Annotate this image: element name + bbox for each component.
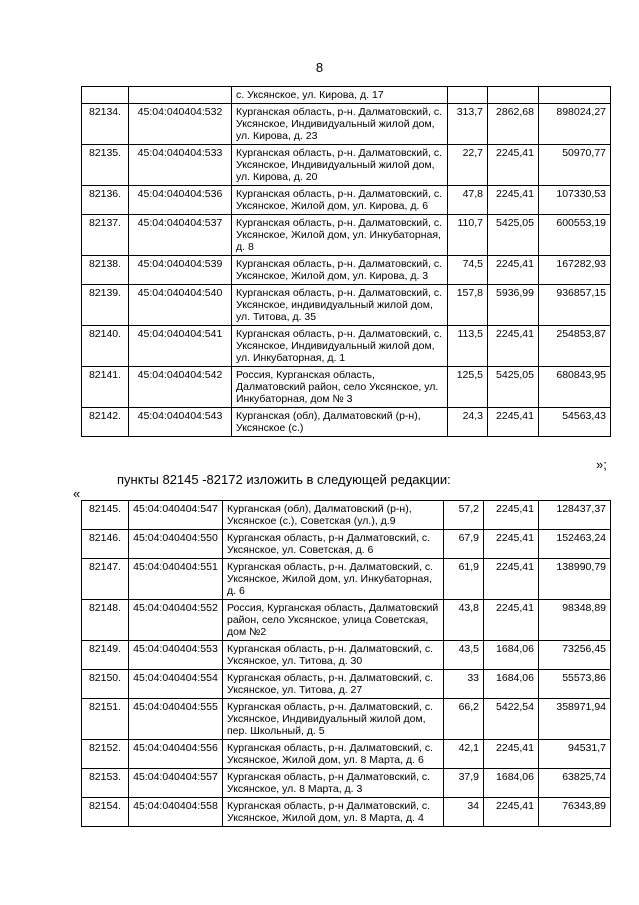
address-cell: Курганская (обл), Далматовский (р-н), Уксянское (с.), Советская (ул.), д.9: [223, 501, 444, 530]
cadastral-number-cell: 45:04:040404:547: [129, 501, 223, 530]
row-number-cell: 82145.: [82, 501, 129, 530]
cadastral-number-cell: 45:04:040404:537: [129, 215, 232, 256]
row-number-cell: 82141.: [82, 367, 129, 408]
rate-cell: 2862,68: [488, 104, 539, 145]
row-number-cell: 82135.: [82, 145, 129, 186]
table-row: [82, 87, 611, 104]
cadastral-value-cell: 167282,93: [539, 256, 611, 285]
cadastral-value-cell: 55573,86: [539, 670, 611, 699]
address-cell: Курганская область, р-н. Далматовский, с. Уксянское, Жилой дом, ул. Инкубаторная, д. 6: [223, 559, 444, 600]
address-cell: Курганская область, р-н. Далматовский, с. Уксянское, Индивидуальный жилой дом, пер. Школьный, д. 5: [223, 699, 444, 740]
rate-cell: 2245,41: [484, 600, 539, 641]
row-number-cell: [82, 87, 129, 104]
row-number-cell: 82153.: [82, 769, 129, 798]
row-number-cell: 82154.: [82, 798, 129, 827]
area-cell: 67,9: [444, 530, 484, 559]
address-cell: Россия, Курганская область, Далматовский район, село Уксянское, ул. Инкубаторная, дом № 3: [232, 367, 448, 408]
area-cell: 110,7: [448, 215, 488, 256]
address-cell: Курганская область, р-н. Далматовский, с. Уксянское, ул. Титова, д. 30: [223, 641, 444, 670]
area-cell: 42,1: [444, 740, 484, 769]
cadastral-number-cell: 45:04:040404:558: [129, 798, 223, 827]
rate-cell: 2245,41: [488, 145, 539, 186]
row-number-cell: 82149.: [82, 641, 129, 670]
address-cell: Курганская область, р-н Далматовский, с. Уксянское, ул. Советская, д. 6: [223, 530, 444, 559]
area-cell: [448, 87, 488, 104]
rate-cell: 2245,41: [488, 186, 539, 215]
address-cell: Курганская область, р-н Далматовский, с. Уксянское, ул. 8 Марта, д. 3: [223, 769, 444, 798]
address-cell: Курганская область, р-н. Далматовский, с. Уксянское, Индивидуальный жилой дом, ул. Инкубаторная, д. 1: [232, 326, 448, 367]
table-2-body: [82, 501, 611, 827]
area-cell: 43,8: [444, 600, 484, 641]
area-cell: 157,8: [448, 285, 488, 326]
address-cell: Курганская область, р-н. Далматовский, с. Уксянское, Индивидуальный жилой дом, ул. Кирова, д. 23: [232, 104, 448, 145]
table-row: [82, 186, 611, 215]
area-cell: 125,5: [448, 367, 488, 408]
row-number-cell: 82140.: [82, 326, 129, 367]
cadastral-value-cell: 73256,45: [539, 641, 611, 670]
table-row: [82, 285, 611, 326]
table-row: [82, 798, 611, 827]
area-cell: 113,5: [448, 326, 488, 367]
rate-cell: 2245,41: [488, 326, 539, 367]
cadastral-value-cell: 600553,19: [539, 215, 611, 256]
cadastral-value-cell: [539, 87, 611, 104]
page-number: 8: [315, 60, 324, 75]
row-number-cell: 82138.: [82, 256, 129, 285]
area-cell: 313,7: [448, 104, 488, 145]
property-table-1: [81, 86, 611, 437]
cadastral-value-cell: 358971,94: [539, 699, 611, 740]
rate-cell: 5425,05: [488, 215, 539, 256]
row-number-cell: 82134.: [82, 104, 129, 145]
cadastral-value-cell: 680843,95: [539, 367, 611, 408]
cadastral-number-cell: 45:04:040404:536: [129, 186, 232, 215]
table-row: [82, 740, 611, 769]
area-cell: 74,5: [448, 256, 488, 285]
cadastral-value-cell: 138990,79: [539, 559, 611, 600]
area-cell: 22,7: [448, 145, 488, 186]
cadastral-value-cell: 898024,27: [539, 104, 611, 145]
cadastral-number-cell: 45:04:040404:533: [129, 145, 232, 186]
cadastral-number-cell: 45:04:040404:555: [129, 699, 223, 740]
area-cell: 34: [444, 798, 484, 827]
rate-cell: 2245,41: [488, 256, 539, 285]
cadastral-value-cell: 98348,89: [539, 600, 611, 641]
cadastral-number-cell: 45:04:040404:542: [129, 367, 232, 408]
rate-cell: [488, 87, 539, 104]
cadastral-number-cell: 45:04:040404:551: [129, 559, 223, 600]
rate-cell: 2245,41: [484, 501, 539, 530]
opening-quote: «: [73, 486, 81, 501]
row-number-cell: 82146.: [82, 530, 129, 559]
row-number-cell: 82150.: [82, 670, 129, 699]
area-cell: 57,2: [444, 501, 484, 530]
rate-cell: 2245,41: [484, 530, 539, 559]
rate-cell: 1684,06: [484, 769, 539, 798]
cadastral-value-cell: 94531,7: [539, 740, 611, 769]
row-number-cell: 82139.: [82, 285, 129, 326]
address-cell: Курганская область, р-н. Далматовский, с. Уксянское, индивидуальный жилой дом, ул. Титова, д. 35: [232, 285, 448, 326]
cadastral-value-cell: 50970,77: [539, 145, 611, 186]
row-number-cell: 82137.: [82, 215, 129, 256]
address-cell: с. Уксянское, ул. Кирова, д. 17: [232, 87, 448, 104]
cadastral-number-cell: 45:04:040404:552: [129, 600, 223, 641]
address-cell: Курганская область, р-н. Далматовский, с. Уксянское, Жилой дом, ул. Кирова, д. 3: [232, 256, 448, 285]
cadastral-number-cell: 45:04:040404:550: [129, 530, 223, 559]
table-row: [82, 501, 611, 530]
area-cell: 43,5: [444, 641, 484, 670]
address-cell: Курганская область, р-н. Далматовский, с. Уксянское, Жилой дом, ул. Инкубаторная, д. 8: [232, 215, 448, 256]
cadastral-number-cell: 45:04:040404:554: [129, 670, 223, 699]
rate-cell: 5425,05: [488, 367, 539, 408]
address-cell: Курганская область, р-н Далматовский, с. Уксянское, Жилой дом, ул. 8 Марта, д. 4: [223, 798, 444, 827]
rate-cell: 2245,41: [484, 798, 539, 827]
table-row: [82, 600, 611, 641]
area-cell: 33: [444, 670, 484, 699]
area-cell: 66,2: [444, 699, 484, 740]
table-row: [82, 367, 611, 408]
cadastral-value-cell: 936857,15: [539, 285, 611, 326]
rate-cell: 1684,06: [484, 641, 539, 670]
cadastral-value-cell: 76343,89: [539, 798, 611, 827]
cadastral-number-cell: 45:04:040404:543: [129, 408, 232, 437]
row-number-cell: 82151.: [82, 699, 129, 740]
table-1-body: [82, 87, 611, 437]
table-row: [82, 215, 611, 256]
row-number-cell: 82136.: [82, 186, 129, 215]
cadastral-value-cell: 54563,43: [539, 408, 611, 437]
row-number-cell: 82152.: [82, 740, 129, 769]
cadastral-value-cell: 152463,24: [539, 530, 611, 559]
rate-cell: 2245,41: [484, 559, 539, 600]
address-cell: Курганская область, р-н. Далматовский, с. Уксянское, Жилой дом, ул. Кирова, д. 6: [232, 186, 448, 215]
table-row: [82, 256, 611, 285]
cadastral-number-cell: 45:04:040404:539: [129, 256, 232, 285]
area-cell: 61,9: [444, 559, 484, 600]
cadastral-number-cell: 45:04:040404:553: [129, 641, 223, 670]
table-row: [82, 104, 611, 145]
row-number-cell: 82142.: [82, 408, 129, 437]
address-cell: Россия, Курганская область, Далматовский район, село Уксянское, улица Советская, дом №2: [223, 600, 444, 641]
address-cell: Курганская (обл), Далматовский (р-н), Уксянское (с.): [232, 408, 448, 437]
rate-cell: 5422,54: [484, 699, 539, 740]
row-number-cell: 82148.: [82, 600, 129, 641]
amendment-paragraph: пункты 82145 -82172 изложить в следующей редакции:: [117, 472, 451, 487]
cadastral-number-cell: 45:04:040404:532: [129, 104, 232, 145]
table-row: [82, 326, 611, 367]
rate-cell: 2245,41: [484, 740, 539, 769]
table-row: [82, 408, 611, 437]
rate-cell: 5936,99: [488, 285, 539, 326]
table-row: [82, 699, 611, 740]
area-cell: 24,3: [448, 408, 488, 437]
cadastral-number-cell: 45:04:040404:557: [129, 769, 223, 798]
row-number-cell: 82147.: [82, 559, 129, 600]
area-cell: 47,8: [448, 186, 488, 215]
cadastral-value-cell: 63825,74: [539, 769, 611, 798]
table-row: [82, 641, 611, 670]
rate-cell: 1684,06: [484, 670, 539, 699]
address-cell: Курганская область, р-н. Далматовский, с. Уксянское, ул. Титова, д. 27: [223, 670, 444, 699]
rate-cell: 2245,41: [488, 408, 539, 437]
table-row: [82, 530, 611, 559]
cadastral-number-cell: [129, 87, 232, 104]
property-table-2: [81, 500, 611, 827]
cadastral-number-cell: 45:04:040404:556: [129, 740, 223, 769]
cadastral-value-cell: 107330,53: [539, 186, 611, 215]
address-cell: Курганская область, р-н. Далматовский, с. Уксянское, Индивидуальный жилой дом, ул. Кирова, д. 20: [232, 145, 448, 186]
area-cell: 37,9: [444, 769, 484, 798]
cadastral-value-cell: 254853,87: [539, 326, 611, 367]
cadastral-number-cell: 45:04:040404:541: [129, 326, 232, 367]
cadastral-number-cell: 45:04:040404:540: [129, 285, 232, 326]
cadastral-value-cell: 128437,37: [539, 501, 611, 530]
table-row: [82, 559, 611, 600]
table-row: [82, 145, 611, 186]
closing-quote: »;: [596, 457, 607, 472]
table-row: [82, 769, 611, 798]
table-row: [82, 670, 611, 699]
address-cell: Курганская область, р-н. Далматовский, с. Уксянское, Жилой дом, ул. 8 Марта, д. 6: [223, 740, 444, 769]
